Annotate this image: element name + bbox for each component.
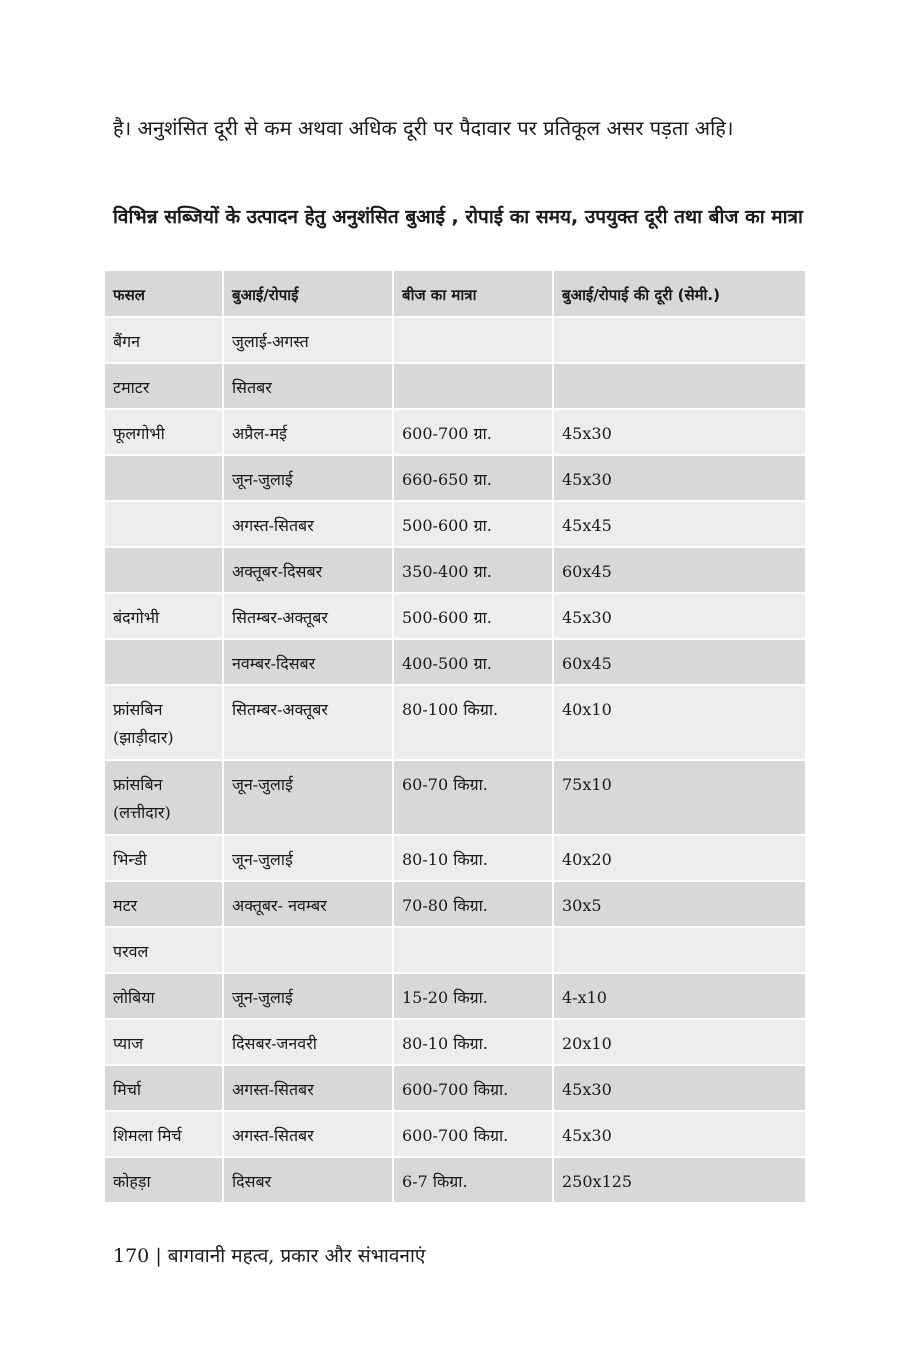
cell-season — [223, 927, 393, 973]
cell-seed — [393, 363, 553, 409]
table-row — [105, 1111, 805, 1157]
table-row — [105, 927, 805, 973]
cell-spacing — [553, 317, 805, 363]
cell-spacing: 30x5 — [553, 881, 805, 927]
table-row — [105, 685, 805, 760]
table-row — [105, 317, 805, 363]
cell-seed: 80-10 किग्रा. — [393, 835, 553, 881]
cell-season: अप्रैल-मई — [223, 409, 393, 455]
cell-seed: 600-700 किग्रा. — [393, 1065, 553, 1111]
table-row — [105, 1019, 805, 1065]
cell-spacing: 45x30 — [553, 409, 805, 455]
cell-season: नवम्बर-दिसबर — [223, 639, 393, 685]
cell-crop: शिमला मिर्च — [113, 1126, 182, 1145]
header-spacing: बुआई/रोपाई की दूरी (सेमी.) — [553, 271, 805, 317]
table-row — [105, 973, 805, 1019]
table-row — [105, 1157, 805, 1203]
cell-crop: फूलगोभी — [113, 424, 165, 443]
cell-seed: 80-10 किग्रा. — [393, 1019, 553, 1065]
cell-crop: बैंगन — [113, 332, 141, 351]
cell-crop — [105, 639, 223, 685]
cell-season: अगस्त-सितबर — [223, 1111, 393, 1157]
cell-seed: 60-70 किग्रा. — [393, 760, 553, 835]
table-row — [105, 363, 805, 409]
cell-spacing: 40x20 — [553, 835, 805, 881]
header-crop: फसल — [113, 286, 145, 304]
table-row — [105, 547, 805, 593]
footer-separator: | — [155, 1245, 162, 1267]
cell-spacing: 40x10 — [553, 685, 805, 760]
cell-seed: 500-600 ग्रा. — [393, 501, 553, 547]
cell-seed: 15-20 किग्रा. — [393, 973, 553, 1019]
book-title: बागवानी महत्व, प्रकार और संभावनाएं — [167, 1245, 426, 1267]
cell-seed — [393, 927, 553, 973]
cell-crop — [105, 547, 223, 593]
cell-crop: फ्रांसबिन (लत्तीदार) — [113, 775, 171, 822]
cell-spacing: 45x30 — [553, 1065, 805, 1111]
cell-season: सितबर — [223, 363, 393, 409]
cell-season: सितम्बर-अक्तूबर — [223, 685, 393, 760]
cell-spacing — [553, 927, 805, 973]
table-header-row — [105, 271, 805, 317]
cell-season: अक्तूबर- नवम्बर — [223, 881, 393, 927]
cell-crop — [105, 501, 223, 547]
table-row — [105, 639, 805, 685]
cell-crop: परवल — [113, 942, 149, 961]
cell-spacing: 45x30 — [553, 455, 805, 501]
table-row — [105, 1065, 805, 1111]
cell-seed: 80-100 किग्रा. — [393, 685, 553, 760]
table-row — [105, 501, 805, 547]
cell-crop: बंदगोभी — [113, 608, 160, 627]
table-row — [105, 409, 805, 455]
cell-seed: 400-500 ग्रा. — [393, 639, 553, 685]
cell-crop: मटर — [113, 896, 138, 915]
cell-spacing: 60x45 — [553, 547, 805, 593]
cell-season: अगस्त-सितबर — [223, 501, 393, 547]
cell-crop: फ्रांसबिन (झाड़ीदार) — [113, 700, 174, 747]
cell-season: दिसबर — [223, 1157, 393, 1203]
cell-spacing: 20x10 — [553, 1019, 805, 1065]
cell-seed: 6-7 किग्रा. — [393, 1157, 553, 1203]
cell-spacing: 60x45 — [553, 639, 805, 685]
cell-season: जुलाई-अगस्त — [223, 317, 393, 363]
cell-seed: 600-700 किग्रा. — [393, 1111, 553, 1157]
table-row — [105, 593, 805, 639]
cell-season: सितम्बर-अक्तूबर — [223, 593, 393, 639]
cell-season: जून-जुलाई — [223, 760, 393, 835]
cell-crop: भिन्डी — [113, 850, 147, 869]
table-heading: विभिन्न सब्जियों के उत्पादन हेतु अनुशंसित बुआई , रोपाई का समय, उपयुक्त दूरी तथा बीज का मात्रा — [113, 206, 803, 228]
header-seed-quantity: बीज का मात्रा — [393, 271, 553, 317]
cell-crop: मिर्चा — [113, 1080, 142, 1099]
cell-season: अगस्त-सितबर — [223, 1065, 393, 1111]
cell-seed: 70-80 किग्रा. — [393, 881, 553, 927]
table-row — [105, 881, 805, 927]
crop-sowing-table — [105, 271, 805, 1204]
cell-crop: प्याज — [113, 1034, 144, 1053]
cell-seed: 660-650 ग्रा. — [393, 455, 553, 501]
cell-spacing — [553, 363, 805, 409]
cell-season: अक्तूबर-दिसबर — [223, 547, 393, 593]
intro-paragraph: है। अनुशंसित दूरी से कम अथवा अधिक दूरी पर पैदावार पर प्रतिकूल असर पड़ता अहि। — [113, 116, 734, 140]
cell-seed — [393, 317, 553, 363]
cell-season: दिसबर-जनवरी — [223, 1019, 393, 1065]
cell-crop: टमाटर — [113, 378, 150, 397]
page-number: 170 — [113, 1245, 150, 1267]
cell-season: जून-जुलाई — [223, 835, 393, 881]
cell-season: जून-जुलाई — [223, 973, 393, 1019]
cell-seed: 500-600 ग्रा. — [393, 593, 553, 639]
cell-spacing: 45x30 — [553, 593, 805, 639]
cell-seed: 600-700 ग्रा. — [393, 409, 553, 455]
cell-crop: लोबिया — [113, 988, 155, 1007]
cell-spacing: 4-x10 — [553, 973, 805, 1019]
table-row — [105, 835, 805, 881]
cell-crop — [105, 455, 223, 501]
table-row — [105, 455, 805, 501]
table-row — [105, 760, 805, 835]
page-footer — [113, 1242, 425, 1270]
cell-spacing: 75x10 — [553, 760, 805, 835]
cell-spacing: 45x30 — [553, 1111, 805, 1157]
cell-spacing: 250x125 — [553, 1157, 805, 1203]
cell-crop: कोहड़ा — [113, 1172, 151, 1191]
cell-season: जून-जुलाई — [223, 455, 393, 501]
cell-spacing: 45x45 — [553, 501, 805, 547]
cell-seed: 350-400 ग्रा. — [393, 547, 553, 593]
header-season: बुआई/रोपाई — [223, 271, 393, 317]
